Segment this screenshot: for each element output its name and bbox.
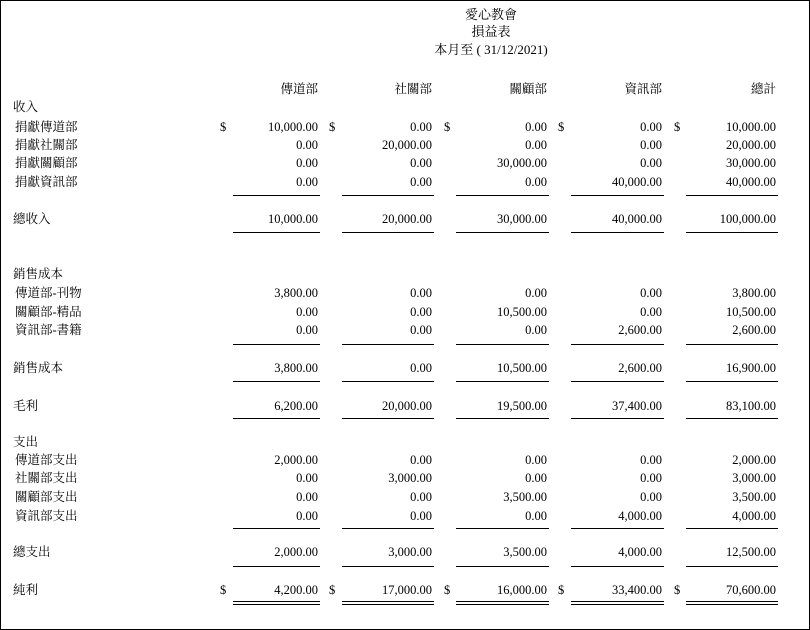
line-item-value: 0.00 xyxy=(640,138,662,152)
line-item-value: 30,000.00 xyxy=(726,156,776,170)
line-item-value: 0.00 xyxy=(296,509,318,523)
line-item-value: 0.00 xyxy=(525,509,547,523)
subtotal-underline xyxy=(342,195,434,196)
subtotal-underline xyxy=(342,232,434,233)
cost-of-sales-total-label: 銷售成本 xyxy=(13,361,64,375)
subtotal-underline xyxy=(233,528,320,529)
column-header: 傳道部 xyxy=(280,82,318,96)
subtotal-underline xyxy=(686,528,778,529)
line-item-value: 3,800.00 xyxy=(274,286,318,300)
line-item-value: 10,000.00 xyxy=(726,120,776,134)
subtotal-underline xyxy=(686,418,778,419)
line-item-value: 0.00 xyxy=(410,490,432,504)
subtotal-underline xyxy=(571,566,664,567)
line-item-value: 40,000.00 xyxy=(726,175,776,189)
subtotal-underline xyxy=(456,195,549,196)
gross-profit-value: 83,100.00 xyxy=(726,399,776,413)
line-item-label: 捐獻資訊部 xyxy=(15,175,78,189)
column-header: 社關部 xyxy=(394,82,432,96)
line-item-label: 關顧部支出 xyxy=(15,490,78,504)
line-item-value: 3,000.00 xyxy=(388,471,432,485)
line-item-value: 0.00 xyxy=(410,305,432,319)
subtotal-underline xyxy=(571,232,664,233)
line-item-value: 2,000.00 xyxy=(274,453,318,467)
net-profit-value: 33,400.00 xyxy=(612,583,662,597)
net-profit-label: 純利 xyxy=(13,583,39,597)
gross-profit-value: 37,400.00 xyxy=(612,399,662,413)
line-item-value: 0.00 xyxy=(296,305,318,319)
subtotal-underline xyxy=(233,381,320,382)
currency-symbol: $ xyxy=(220,120,227,134)
total-revenue-value: 10,000.00 xyxy=(268,212,318,226)
subtotal-underline xyxy=(342,566,434,567)
line-item-value: 0.00 xyxy=(410,453,432,467)
line-item-value: 0.00 xyxy=(296,471,318,485)
subtotal-underline xyxy=(342,418,434,419)
line-item-value: 0.00 xyxy=(640,453,662,467)
net-profit-value: 17,000.00 xyxy=(382,583,432,597)
line-item-value: 0.00 xyxy=(525,471,547,485)
currency-symbol: $ xyxy=(444,120,451,134)
line-item-value: 40,000.00 xyxy=(612,175,662,189)
total-expenses-value: 2,000.00 xyxy=(274,545,318,559)
currency-symbol: $ xyxy=(329,583,336,597)
gross-profit-value: 6,200.00 xyxy=(274,399,318,413)
line-item-value: 0.00 xyxy=(640,490,662,504)
line-item-value: 4,000.00 xyxy=(618,509,662,523)
line-item-label: 捐獻傳道部 xyxy=(15,120,78,134)
line-item-label: 資訊部-書籍 xyxy=(15,323,82,337)
subtotal-underline xyxy=(686,344,778,345)
subtotal-underline xyxy=(686,566,778,567)
subtotal-underline xyxy=(456,344,549,345)
report-title: 損益表 xyxy=(471,24,511,39)
line-item-value: 10,000.00 xyxy=(268,120,318,134)
line-item-value: 10,500.00 xyxy=(497,305,547,319)
cost-of-sales-total-value: 2,600.00 xyxy=(618,361,662,375)
column-header: 總計 xyxy=(750,82,776,96)
line-item-value: 0.00 xyxy=(410,120,432,134)
line-item-value: 30,000.00 xyxy=(497,156,547,170)
line-item-label: 關顧部-精品 xyxy=(15,305,82,319)
gross-profit-value: 20,000.00 xyxy=(382,399,432,413)
currency-symbol: $ xyxy=(329,120,336,134)
line-item-value: 2,000.00 xyxy=(732,453,776,467)
line-item-value: 0.00 xyxy=(525,175,547,189)
line-item-value: 20,000.00 xyxy=(382,138,432,152)
line-item-value: 0.00 xyxy=(410,286,432,300)
subtotal-underline xyxy=(686,381,778,382)
line-item-value: 3,000.00 xyxy=(732,471,776,485)
line-item-label: 資訊部支出 xyxy=(15,509,78,523)
line-item-value: 4,000.00 xyxy=(732,509,776,523)
line-item-value: 0.00 xyxy=(640,286,662,300)
subtotal-underline xyxy=(571,381,664,382)
total-revenue-label: 總收入 xyxy=(13,212,51,226)
line-item-label: 社關部支出 xyxy=(15,471,78,485)
organization-name: 愛心教會 xyxy=(464,7,517,22)
subtotal-underline xyxy=(342,528,434,529)
gross-profit-label: 毛利 xyxy=(13,399,39,413)
subtotal-underline xyxy=(571,418,664,419)
column-header: 資訊部 xyxy=(624,82,662,96)
subtotal-underline xyxy=(233,195,320,196)
net-profit-value: 70,600.00 xyxy=(726,583,776,597)
line-item-value: 0.00 xyxy=(640,156,662,170)
cost-of-sales-total-value: 0.00 xyxy=(410,361,432,375)
line-item-value: 0.00 xyxy=(525,286,547,300)
double-underline xyxy=(571,601,664,605)
line-item-value: 20,000.00 xyxy=(726,138,776,152)
currency-symbol: $ xyxy=(674,583,681,597)
total-revenue-value: 30,000.00 xyxy=(497,212,547,226)
net-profit-value: 16,000.00 xyxy=(497,583,547,597)
line-item-value: 2,600.00 xyxy=(618,323,662,337)
subtotal-underline xyxy=(686,232,778,233)
subtotal-underline xyxy=(233,232,320,233)
subtotal-underline xyxy=(456,381,549,382)
subtotal-underline xyxy=(233,344,320,345)
cost-of-sales-total-value: 10,500.00 xyxy=(497,361,547,375)
line-item-value: 0.00 xyxy=(525,453,547,467)
subtotal-underline xyxy=(456,528,549,529)
column-header: 關顧部 xyxy=(509,82,547,96)
cost-of-sales-total-value: 16,900.00 xyxy=(726,361,776,375)
line-item-value: 0.00 xyxy=(640,471,662,485)
line-item-value: 0.00 xyxy=(296,490,318,504)
subtotal-underline xyxy=(342,344,434,345)
line-item-value: 3,500.00 xyxy=(732,490,776,504)
double-underline xyxy=(342,601,434,605)
total-revenue-value: 100,000.00 xyxy=(719,212,776,226)
cost-of-sales-total-value: 3,800.00 xyxy=(274,361,318,375)
line-item-label: 捐獻關顧部 xyxy=(15,156,78,170)
section-heading-cost-of-sales: 銷售成本 xyxy=(13,267,64,281)
line-item-value: 2,600.00 xyxy=(732,323,776,337)
line-item-value: 0.00 xyxy=(296,323,318,337)
subtotal-underline xyxy=(456,418,549,419)
subtotal-underline xyxy=(233,418,320,419)
line-item-value: 0.00 xyxy=(410,156,432,170)
line-item-label: 傳道部-刊物 xyxy=(15,286,82,300)
line-item-value: 0.00 xyxy=(296,175,318,189)
total-expenses-label: 總支出 xyxy=(13,545,51,559)
gross-profit-value: 19,500.00 xyxy=(497,399,547,413)
double-underline xyxy=(456,601,549,605)
line-item-value: 0.00 xyxy=(640,120,662,134)
section-heading-expenses: 支出 xyxy=(13,435,39,449)
line-item-label: 捐獻社關部 xyxy=(15,138,78,152)
line-item-value: 3,800.00 xyxy=(732,286,776,300)
total-revenue-value: 40,000.00 xyxy=(612,212,662,226)
line-item-value: 3,500.00 xyxy=(503,490,547,504)
subtotal-underline xyxy=(571,195,664,196)
line-item-value: 0.00 xyxy=(410,175,432,189)
line-item-value: 0.00 xyxy=(296,138,318,152)
subtotal-underline xyxy=(233,566,320,567)
double-underline xyxy=(233,601,320,605)
subtotal-underline xyxy=(571,344,664,345)
line-item-value: 0.00 xyxy=(410,323,432,337)
double-underline xyxy=(686,601,778,605)
subtotal-underline xyxy=(456,232,549,233)
section-heading-revenue: 收入 xyxy=(13,100,39,114)
line-item-value: 0.00 xyxy=(525,323,547,337)
line-item-value: 0.00 xyxy=(525,138,547,152)
report-period: 本月至 ( 31/12/2021) xyxy=(434,42,548,57)
subtotal-underline xyxy=(342,381,434,382)
currency-symbol: $ xyxy=(558,120,565,134)
total-expenses-value: 3,000.00 xyxy=(388,545,432,559)
line-item-value: 10,500.00 xyxy=(726,305,776,319)
line-item-value: 0.00 xyxy=(640,305,662,319)
total-revenue-value: 20,000.00 xyxy=(382,212,432,226)
subtotal-underline xyxy=(456,566,549,567)
line-item-label: 傳道部支出 xyxy=(15,453,78,467)
currency-symbol: $ xyxy=(674,120,681,134)
total-expenses-value: 4,000.00 xyxy=(618,545,662,559)
currency-symbol: $ xyxy=(220,583,227,597)
line-item-value: 0.00 xyxy=(296,156,318,170)
subtotal-underline xyxy=(571,528,664,529)
line-item-value: 0.00 xyxy=(525,120,547,134)
currency-symbol: $ xyxy=(444,583,451,597)
net-profit-value: 4,200.00 xyxy=(274,583,318,597)
currency-symbol: $ xyxy=(558,583,565,597)
total-expenses-value: 3,500.00 xyxy=(503,545,547,559)
total-expenses-value: 12,500.00 xyxy=(726,545,776,559)
line-item-value: 0.00 xyxy=(410,509,432,523)
subtotal-underline xyxy=(686,195,778,196)
